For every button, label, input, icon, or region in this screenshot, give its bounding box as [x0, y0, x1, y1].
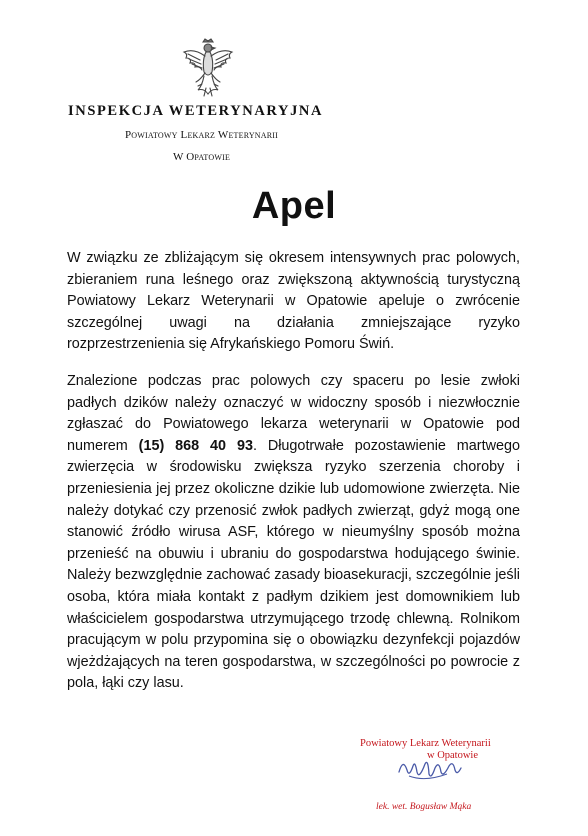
paragraph-text-after-phone: . Długotrwałe pozostawienie martwego zwierzęcia w środowisku zwiększa ryzyko szerzenia choroby i przeniesienia jej przez okoliczne dzikie lub udomowione zwierzęta. Nie należy dotykać czy przenosić zwłok padłych zwierząt, gdyż mogą one stanowić źródło wirusa ASF, którego w nieumyślny sposób można przenieść na obuwiu i ubraniu do gospodarstwa hodującego świnie. Należy bezwzględnie zachować zasady bioasekuracji, szczególnie jeśli osoba, która miała kontakt z padłym dzikiem jest domownikiem lub właścicielem gospodarstwa utrzymującego trzodę chlewną. Rolnikom pracującym w polu przypomina się o obowiązku dezynfekcji pojazdów wjeżdżających na teren gospodarstwa, w szczególności po powrocie z pola, łąki czy lasu. — [67, 437, 520, 692]
polish-eagle-emblem — [178, 38, 238, 100]
institution-name: INSPEKCJA WETERYNARYJNA — [68, 103, 324, 119]
paragraph-instructions — [67, 371, 520, 695]
paragraph-text-before-phone: Znalezione podczas prac polowych czy spaceru po lesie zwłoki padłych dzików należy oznaczyć w widoczny sposób i niezwłocznie zgłaszać do Powiatowego lekarza weterynarii w Opatowie pod numerem — [67, 373, 520, 454]
office-location: W Opatowie — [172, 151, 231, 163]
stamp-title: Powiatowy Lekarz Weterynarii — [360, 738, 491, 749]
stamp-name: lek. wet. Bogusław Mąka — [376, 802, 472, 812]
document-title: Apel — [251, 185, 337, 227]
handwritten-signature — [395, 752, 465, 784]
office-name: Powiatowy Lekarz Weterynarii — [124, 129, 279, 141]
paragraph-intro-text: W związku ze zbliżającym się okresem intensywnych prac polowych, zbieraniem runa leśnego oraz zwiększoną aktywnością turystyczną Powiatowy Lekarz Weterynarii w Opatowie apeluje o zwrócenie szczególnej uwagi na działania zmniejszające ryzyko rozprzestrzenienia się Afrykańskiego Pomoru Świń. — [67, 250, 520, 353]
stamp-location: w Opatowie — [426, 750, 479, 761]
paragraph-instructions-text — [67, 371, 520, 695]
paragraph-intro — [67, 248, 520, 356]
phone-number: (15) 868 40 93 — [138, 437, 253, 454]
